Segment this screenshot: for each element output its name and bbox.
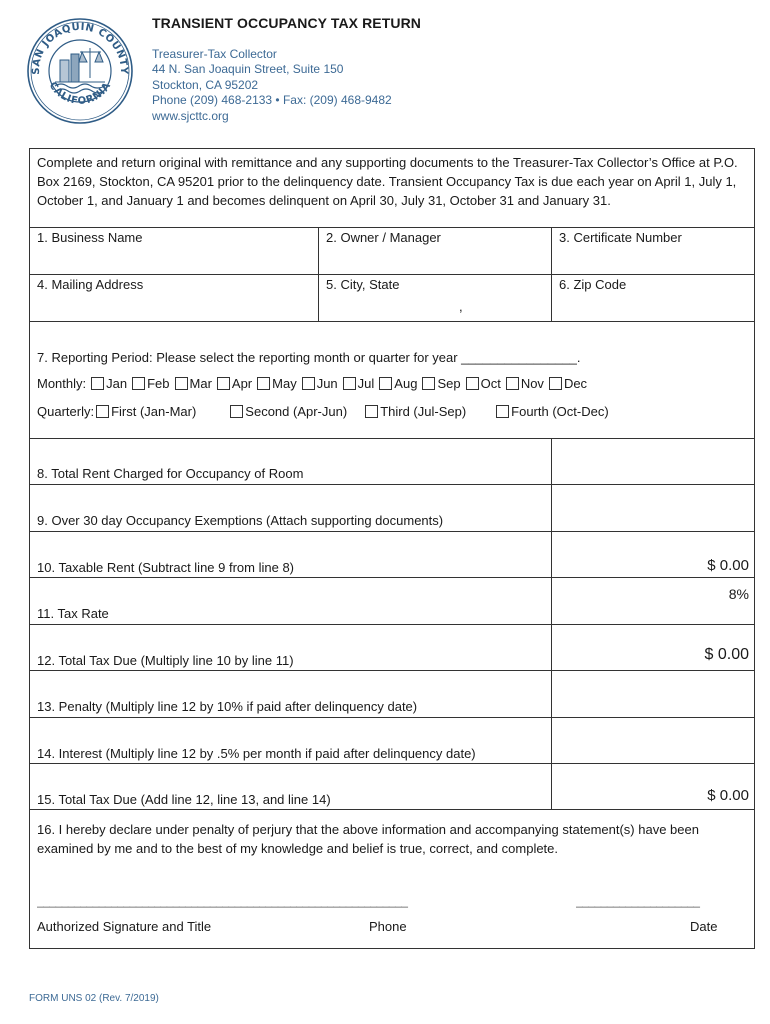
month-apr-checkbox[interactable]: Apr: [217, 376, 252, 391]
month-sep-checkbox[interactable]: Sep: [422, 376, 460, 391]
line-12-amount-field[interactable]: $ 0.00: [704, 646, 749, 663]
line-14-label: 14. Interest (Multiply line 12 by .5% per month if paid after delinquency date): [37, 746, 476, 761]
line-13-label: 13. Penalty (Multiply line 12 by 10% if paid after delinquency date): [37, 699, 418, 714]
zip-code-field[interactable]: 6. Zip Code: [559, 277, 627, 292]
divider: [30, 577, 754, 578]
reporting-period-prompt: 7. Reporting Period: Please select the reporting month or quarter for year ________________.: [37, 350, 581, 365]
month-dec-checkbox[interactable]: Dec: [549, 376, 587, 391]
instructions-text: Complete and return original with remittance and any supporting documents to the Treasurer-Tax Collector’s Office at P.O. Box 2169, Stockton, CA 95201 prior to the delinquency date. Transient Occupancy Tax is due each year on April 1, July 1, October 1, and January 1 and becomes delinquent on April 30, July 31, October 31 and January 31.: [37, 155, 738, 208]
county-seal-logo: [25, 16, 135, 126]
mailing-address-field[interactable]: 4. Mailing Address: [37, 277, 144, 292]
declaration-text: 16. I hereby declare under penalty of perjury that the above information and accompanying statement(s) have been examined by me and to the best of my knowledge and belief is true, correct, and complete.: [37, 822, 699, 856]
divider: [30, 670, 754, 671]
month-mar-checkbox[interactable]: Mar: [175, 376, 212, 391]
signature-label: Authorized Signature and Title: [37, 919, 212, 934]
divider: [30, 763, 754, 764]
quarter-third-checkbox[interactable]: Third (Jul-Sep): [365, 404, 466, 419]
svg-text:SAN JOAQUIN COUNTY: SAN JOAQUIN COUNTY: [30, 21, 130, 75]
form-number-footer: FORM UNS 02 (Rev. 7/2019): [29, 993, 159, 1004]
divider: [30, 274, 754, 275]
agency-phone-fax: Phone (209) 468-2133 • Fax: (209) 468-9482: [152, 93, 392, 108]
divider: [30, 717, 754, 718]
divider: [30, 484, 754, 485]
quarter-fourth-checkbox[interactable]: Fourth (Oct-Dec): [496, 404, 609, 419]
divider: [551, 227, 552, 321]
owner-manager-field[interactable]: 2. Owner / Manager: [326, 230, 441, 245]
tax-return-form: [29, 148, 755, 949]
divider: [30, 227, 754, 228]
agency-street: 44 N. San Joaquin Street, Suite 150: [152, 62, 344, 77]
agency-city: Stockton, CA 95202: [152, 77, 259, 92]
svg-text:CALIFORNIA: CALIFORNIA: [46, 80, 114, 108]
line-9-label: 9. Over 30 day Occupancy Exemptions (Attach supporting documents): [37, 513, 444, 528]
date-label: Date: [690, 919, 718, 934]
month-jan-checkbox[interactable]: Jan: [91, 376, 127, 391]
divider: [551, 438, 552, 809]
form-title: TRANSIENT OCCUPANCY TAX RETURN: [152, 15, 422, 31]
city-state-separator: ,: [459, 299, 463, 314]
agency-address-block: [152, 47, 392, 124]
line-10-amount-field[interactable]: $ 0.00: [707, 557, 749, 574]
line-11-rate-field[interactable]: 8%: [728, 586, 749, 602]
divider: [30, 321, 754, 322]
quarterly-options: [37, 404, 627, 419]
divider: [30, 531, 754, 532]
quarter-second-checkbox[interactable]: Second (Apr-Jun): [230, 404, 347, 419]
month-may-checkbox[interactable]: May: [257, 376, 297, 391]
divider: [30, 809, 754, 810]
phone-label: Phone: [369, 919, 407, 934]
business-name-field[interactable]: 1. Business Name: [37, 230, 143, 245]
agency-website: www.sjcttc.org: [152, 108, 229, 123]
month-jul-checkbox[interactable]: Jul: [343, 376, 375, 391]
agency-name: Treasurer-Tax Collector: [152, 47, 277, 61]
month-nov-checkbox[interactable]: Nov: [506, 376, 544, 391]
month-oct-checkbox[interactable]: Oct: [466, 376, 501, 391]
divider: [30, 624, 754, 625]
line-15-amount-field[interactable]: $ 0.00: [707, 787, 749, 804]
line-15-label: 15. Total Tax Due (Add line 12, line 13, and line 14): [37, 792, 331, 807]
quarter-first-checkbox[interactable]: First (Jan-Mar): [96, 404, 196, 419]
monthly-label: Monthly:: [37, 376, 87, 391]
certificate-number-field[interactable]: 3. Certificate Number: [559, 230, 682, 245]
divider: [30, 438, 754, 439]
divider: [318, 227, 319, 321]
month-aug-checkbox[interactable]: Aug: [379, 376, 417, 391]
line-10-label: 10. Taxable Rent (Subtract line 9 from line 8): [37, 560, 295, 575]
monthly-options: [37, 376, 592, 391]
quarterly-label: Quarterly:: [37, 404, 95, 419]
line-12-label: 12. Total Tax Due (Multiply line 10 by line 11): [37, 653, 294, 668]
line-8-label: 8. Total Rent Charged for Occupancy of Room: [37, 466, 304, 481]
month-jun-checkbox[interactable]: Jun: [302, 376, 338, 391]
signature-line[interactable]: ____________________________________________________________: [37, 894, 408, 908]
date-line[interactable]: ____________________: [576, 894, 700, 908]
month-feb-checkbox[interactable]: Feb: [132, 376, 169, 391]
city-state-field[interactable]: 5. City, State: [326, 277, 400, 292]
line-11-label: 11. Tax Rate: [37, 606, 109, 621]
